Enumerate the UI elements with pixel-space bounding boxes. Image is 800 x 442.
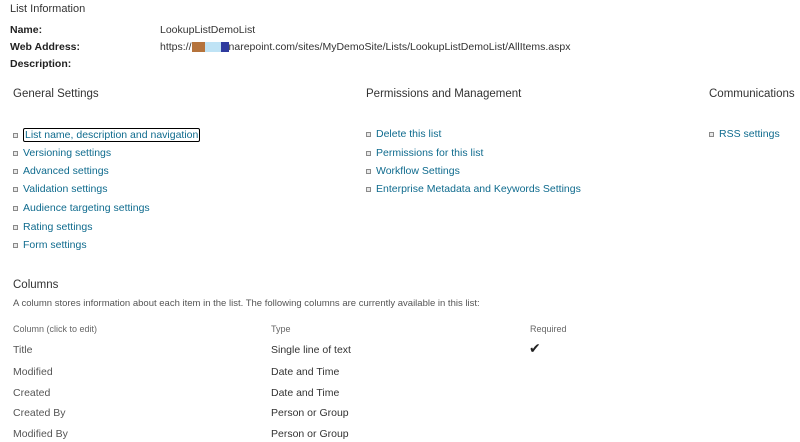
name-value: LookupListDemoList [160,24,256,36]
general-settings-link[interactable] [13,239,87,251]
redaction-block [192,42,205,52]
column-header-type: Type [271,324,291,334]
square-bullet-icon [13,225,18,230]
square-bullet-icon [13,206,18,211]
general-settings-link[interactable] [13,202,150,214]
permissions-heading: Permissions and Management [366,88,522,100]
link-validation-settings[interactable]: Validation settings [23,183,108,195]
column-type: Date and Time [271,366,340,378]
link-versioning-settings[interactable]: Versioning settings [23,147,112,159]
square-bullet-icon [709,132,714,137]
permissions-link[interactable] [366,165,460,177]
link-list-name-description[interactable]: List name, description and navigation [25,129,199,141]
link-enterprise-metadata[interactable]: Enterprise Metadata and Keywords Settings [376,183,581,195]
general-settings-link[interactable] [13,221,92,233]
permissions-link[interactable] [366,147,483,159]
communications-link[interactable] [709,128,780,140]
communications-heading: Communications [709,88,795,100]
columns-description: A column stores information about each item in the list. The following columns are currently available in this list: [13,298,480,309]
column-type: Person or Group [271,428,349,440]
columns-heading: Columns [13,279,59,291]
square-bullet-icon [13,133,18,138]
general-settings-link[interactable] [13,147,111,159]
redaction-block [221,42,229,52]
permissions-link[interactable] [366,128,441,140]
list-information-heading: List Information [10,3,86,15]
link-permissions-for-list[interactable]: Permissions for this list [376,147,484,159]
web-address-prefix: https:// [160,41,192,53]
square-bullet-icon [13,243,18,248]
square-bullet-icon [13,151,18,156]
column-type: Single line of text [271,344,351,356]
column-name-link[interactable]: Title [13,344,33,356]
general-settings-heading: General Settings [13,88,99,100]
square-bullet-icon [13,169,18,174]
column-header-required: Required [530,324,567,334]
square-bullet-icon [366,132,371,137]
link-delete-list[interactable]: Delete this list [376,128,442,140]
link-advanced-settings[interactable]: Advanced settings [23,165,109,177]
column-type: Person or Group [271,407,349,419]
column-header-name: Column (click to edit) [13,324,98,334]
link-rss-settings[interactable]: RSS settings [719,128,780,140]
description-label: Description: [10,58,72,70]
square-bullet-icon [366,151,371,156]
link-rating-settings[interactable]: Rating settings [23,221,93,233]
web-address-label: Web Address: [10,41,81,53]
link-form-settings[interactable]: Form settings [23,239,87,251]
web-address-value [160,41,571,53]
general-settings-link[interactable] [13,128,200,142]
square-bullet-icon [366,187,371,192]
link-audience-targeting[interactable]: Audience targeting settings [23,202,150,214]
column-name-link[interactable]: Created By [13,407,66,419]
redaction-block [205,42,221,52]
name-label: Name: [10,24,43,36]
web-address-suffix: narepoint.com/sites/MyDemoSite/Lists/LookupListDemoList/AllItems.aspx [228,41,571,53]
checkmark-icon: ✔ [529,340,541,356]
general-settings-link[interactable] [13,165,109,177]
square-bullet-icon [13,187,18,192]
column-name-link[interactable]: Created [13,387,51,399]
general-settings-link[interactable] [13,183,107,195]
column-name-link[interactable]: Modified By [13,428,68,440]
square-bullet-icon [366,169,371,174]
permissions-link[interactable] [366,183,581,195]
link-workflow-settings[interactable]: Workflow Settings [376,165,460,177]
column-type: Date and Time [271,387,340,399]
column-name-link[interactable]: Modified [13,366,53,378]
